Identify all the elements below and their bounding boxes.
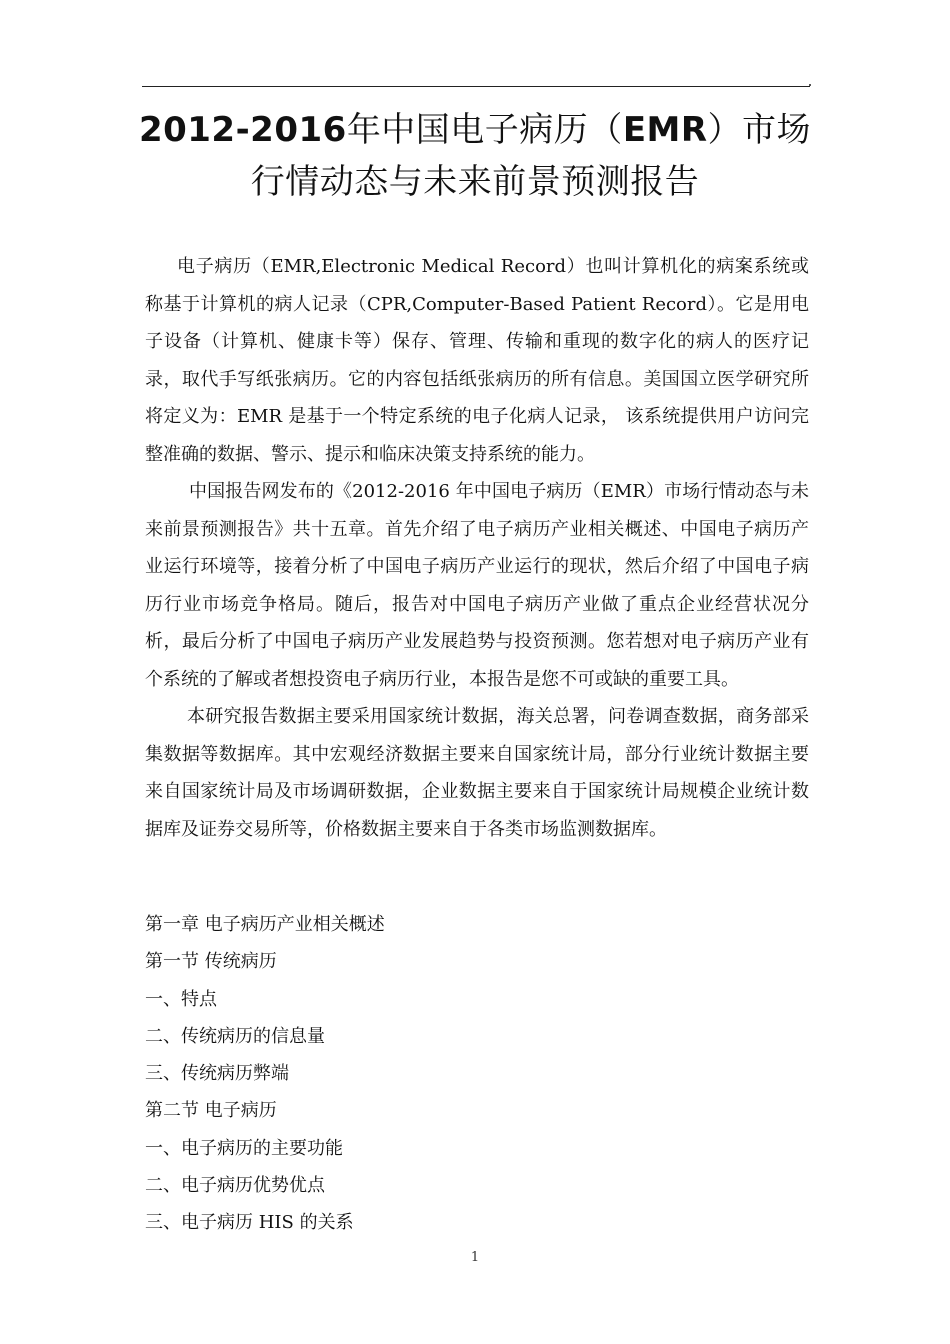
header-mark xyxy=(809,84,811,86)
paragraph-sources: 本研究报告数据主要采用国家统计数据，海关总署，问卷调查数据，商务部采集数据等数据库。其中宏观经济数据主要来自国家统计局，部分行业统计数据主要来自国家统计局及市场调研数据，企业数据主要来自于国家统计局规模企业统计数据库及证券交易所等，价格数据主要来自于各类市场监测数据库。 xyxy=(145,706,809,840)
title-years: 2012-2016 xyxy=(138,110,347,150)
toc-section-2: 第二节 电子病历 xyxy=(145,1100,277,1122)
title-text-suffix: ）市场 xyxy=(707,110,812,150)
paragraph-summary: 中国报告网发布的《2012-2016 年中国电子病历（EMR）市场行情动态与未来前景预测报告》共十五章。首先介绍了电子病历产业相关概述、中国电子病历产业运行环境等，接着分析了中国电子病历产业运行的现状，然后介绍了中国电子病历行业市场竞争格局。随后，报告对中国电子病历产业做了重点企业经营状况分析，最后分析了中国电子病历产业发展趋势与投资预测。您若想对电子病历产业有个系统的了解或者想投资电子病历行业，本报告是您不可或缺的重要工具。 xyxy=(145,481,809,690)
table-of-contents xyxy=(145,906,809,1242)
body-text xyxy=(145,248,809,848)
paragraph-intro: 电子病历（EMR,Electronic Medical Record）也叫计算机化的病案系统或称基于计算机的病人记录（CPR,Computer-Based Patient Record）。它是用电子设备（计算机、健康卡等）保存、管理、传输和重现的数字化的病人的医疗记录，取代手写纸张病历。它的内容包括纸张病历的所有信息。美国国立医学研究所将定义为：EMR 是基于一个特定系统的电子化病人记录， 该系统提供用户访问完整准确的数据、警示、提示和临床决策支持系统的能力。 xyxy=(145,256,809,465)
toc-item: 三、电子病历 HIS 的关系 xyxy=(145,1212,354,1234)
toc-item: 三、传统病历弊端 xyxy=(145,1063,289,1085)
header-rule xyxy=(142,86,810,87)
title-text-mid: 年中国电子病历（ xyxy=(346,110,623,150)
toc-section-1: 第一节 传统病历 xyxy=(145,951,277,973)
page-number: 1 xyxy=(470,1250,480,1265)
toc-chapter-1: 第一章 电子病历产业相关概述 xyxy=(145,914,385,935)
title-abbr: EMR xyxy=(622,110,708,150)
toc-item: 二、传统病历的信息量 xyxy=(145,1025,325,1047)
report-title xyxy=(110,104,840,208)
toc-item: 二、电子病历优势优点 xyxy=(145,1175,325,1197)
toc-item: 一、电子病历的主要功能 xyxy=(145,1137,343,1159)
title-line-1 xyxy=(110,104,840,156)
title-line-2: 行情动态与未来前景预测报告 xyxy=(250,162,700,202)
toc-item: 一、特点 xyxy=(145,988,217,1010)
